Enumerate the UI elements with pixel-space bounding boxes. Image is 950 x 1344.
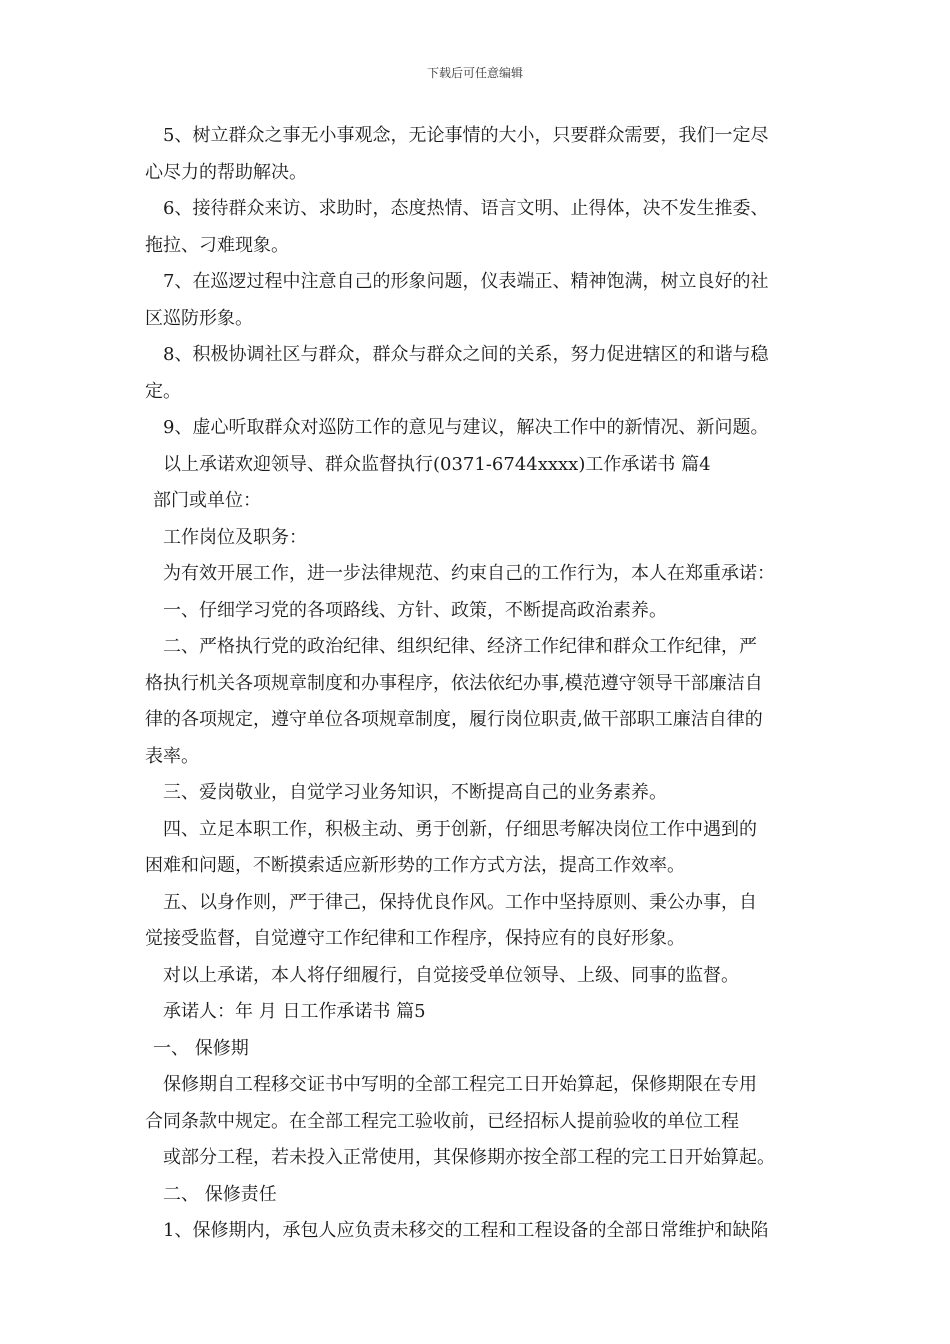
paragraph-line: 困难和问题，不断摸索适应新形势的工作方式方法，提高工作效率。 [145,855,685,876]
paragraph-line: 一、仔细学习党的各项路线、方针、政策，不断提高政治素养。 [163,599,667,621]
paragraph-line: 心尽力的帮助解决。 [145,161,307,183]
paragraph-line: 三、爱岗敬业，自觉学习业务知识，不断提高自己的业务素养。 [163,782,667,803]
paragraph-line: 5、树立群众之事无小事观念，无论事情的大小，只要群众需要，我们一定尽 [163,125,769,146]
paragraph-line: 四、立足本职工作，积极主动、勇于创新，仔细思考解决岗位工作中遇到的 [163,818,757,840]
paragraph-line: 觉接受监督，自觉遵守工作纪律和工作程序，保持应有的良好形象。 [145,928,685,949]
paragraph-line: 合同条款中规定。在全部工程完工验收前，已经招标人提前验收的单位工程 [145,1110,739,1132]
paragraph-line: 8、积极协调社区与群众，群众与群众之间的关系，努力促进辖区的和谐与稳 [163,344,769,365]
paragraph-line: 格执行机关各项规章制度和办事程序，依法依纪办事,模范遵守领导干部廉洁自 [145,672,763,694]
document-body [145,118,810,1250]
section-title-line: 以上承诺欢迎领导、群众监督执行(0371-6744xxxx)工作承诺书 篇4 [163,453,711,475]
paragraph-line: 区巡防形象。 [145,307,253,329]
paragraph-line: 为有效开展工作，进一步法律规范、约束自己的工作行为，本人在郑重承诺： [163,563,775,584]
signature-line: 承诺人：年 月 日工作承诺书 篇5 [163,1001,426,1022]
page-header: 下载后可任意编辑 [426,66,523,80]
field-label-department: 部门或单位： [153,490,261,511]
section-heading: 一、 保修期 [153,1037,249,1059]
paragraph-line: 9、虚心听取群众对巡防工作的意见与建议，解决工作中的新情况、新问题。 [163,417,769,438]
paragraph-line: 五、以身作则，严于律己，保持优良作风。工作中坚持原则、秉公办事，自 [163,891,757,913]
paragraph-line: 6、接待群众来访、求助时，态度热情、语言文明、止得体，决不发生推委、 [163,198,769,219]
paragraph-line: 7、在巡逻过程中注意自己的形象问题，仪表端正、精神饱满，树立良好的社 [163,271,769,292]
paragraph-line: 拖拉、刁难现象。 [145,234,289,256]
paragraph-line: 或部分工程，若未投入正常使用，其保修期亦按全部工程的完工日开始算起。 [163,1147,775,1168]
field-label-position: 工作岗位及职务： [163,526,307,548]
paragraph-line: 二、严格执行党的政治纪律、组织纪律、经济工作纪律和群众工作纪律，严 [163,636,757,657]
paragraph-line: 表率。 [145,745,199,767]
section-heading: 二、 保修责任 [163,1183,277,1205]
paragraph-line: 定。 [145,380,181,402]
paragraph-line: 对以上承诺，本人将仔细履行，自觉接受单位领导、上级、同事的监督。 [163,964,739,986]
paragraph-line: 律的各项规定，遵守单位各项规章制度，履行岗位职责,做干部职工廉洁自律的 [145,709,763,730]
paragraph-line: 保修期自工程移交证书中写明的全部工程完工日开始算起，保修期限在专用 [163,1074,757,1095]
paragraph-line: 1、保修期内，承包人应负责未移交的工程和工程设备的全部日常维护和缺陷 [163,1220,769,1241]
